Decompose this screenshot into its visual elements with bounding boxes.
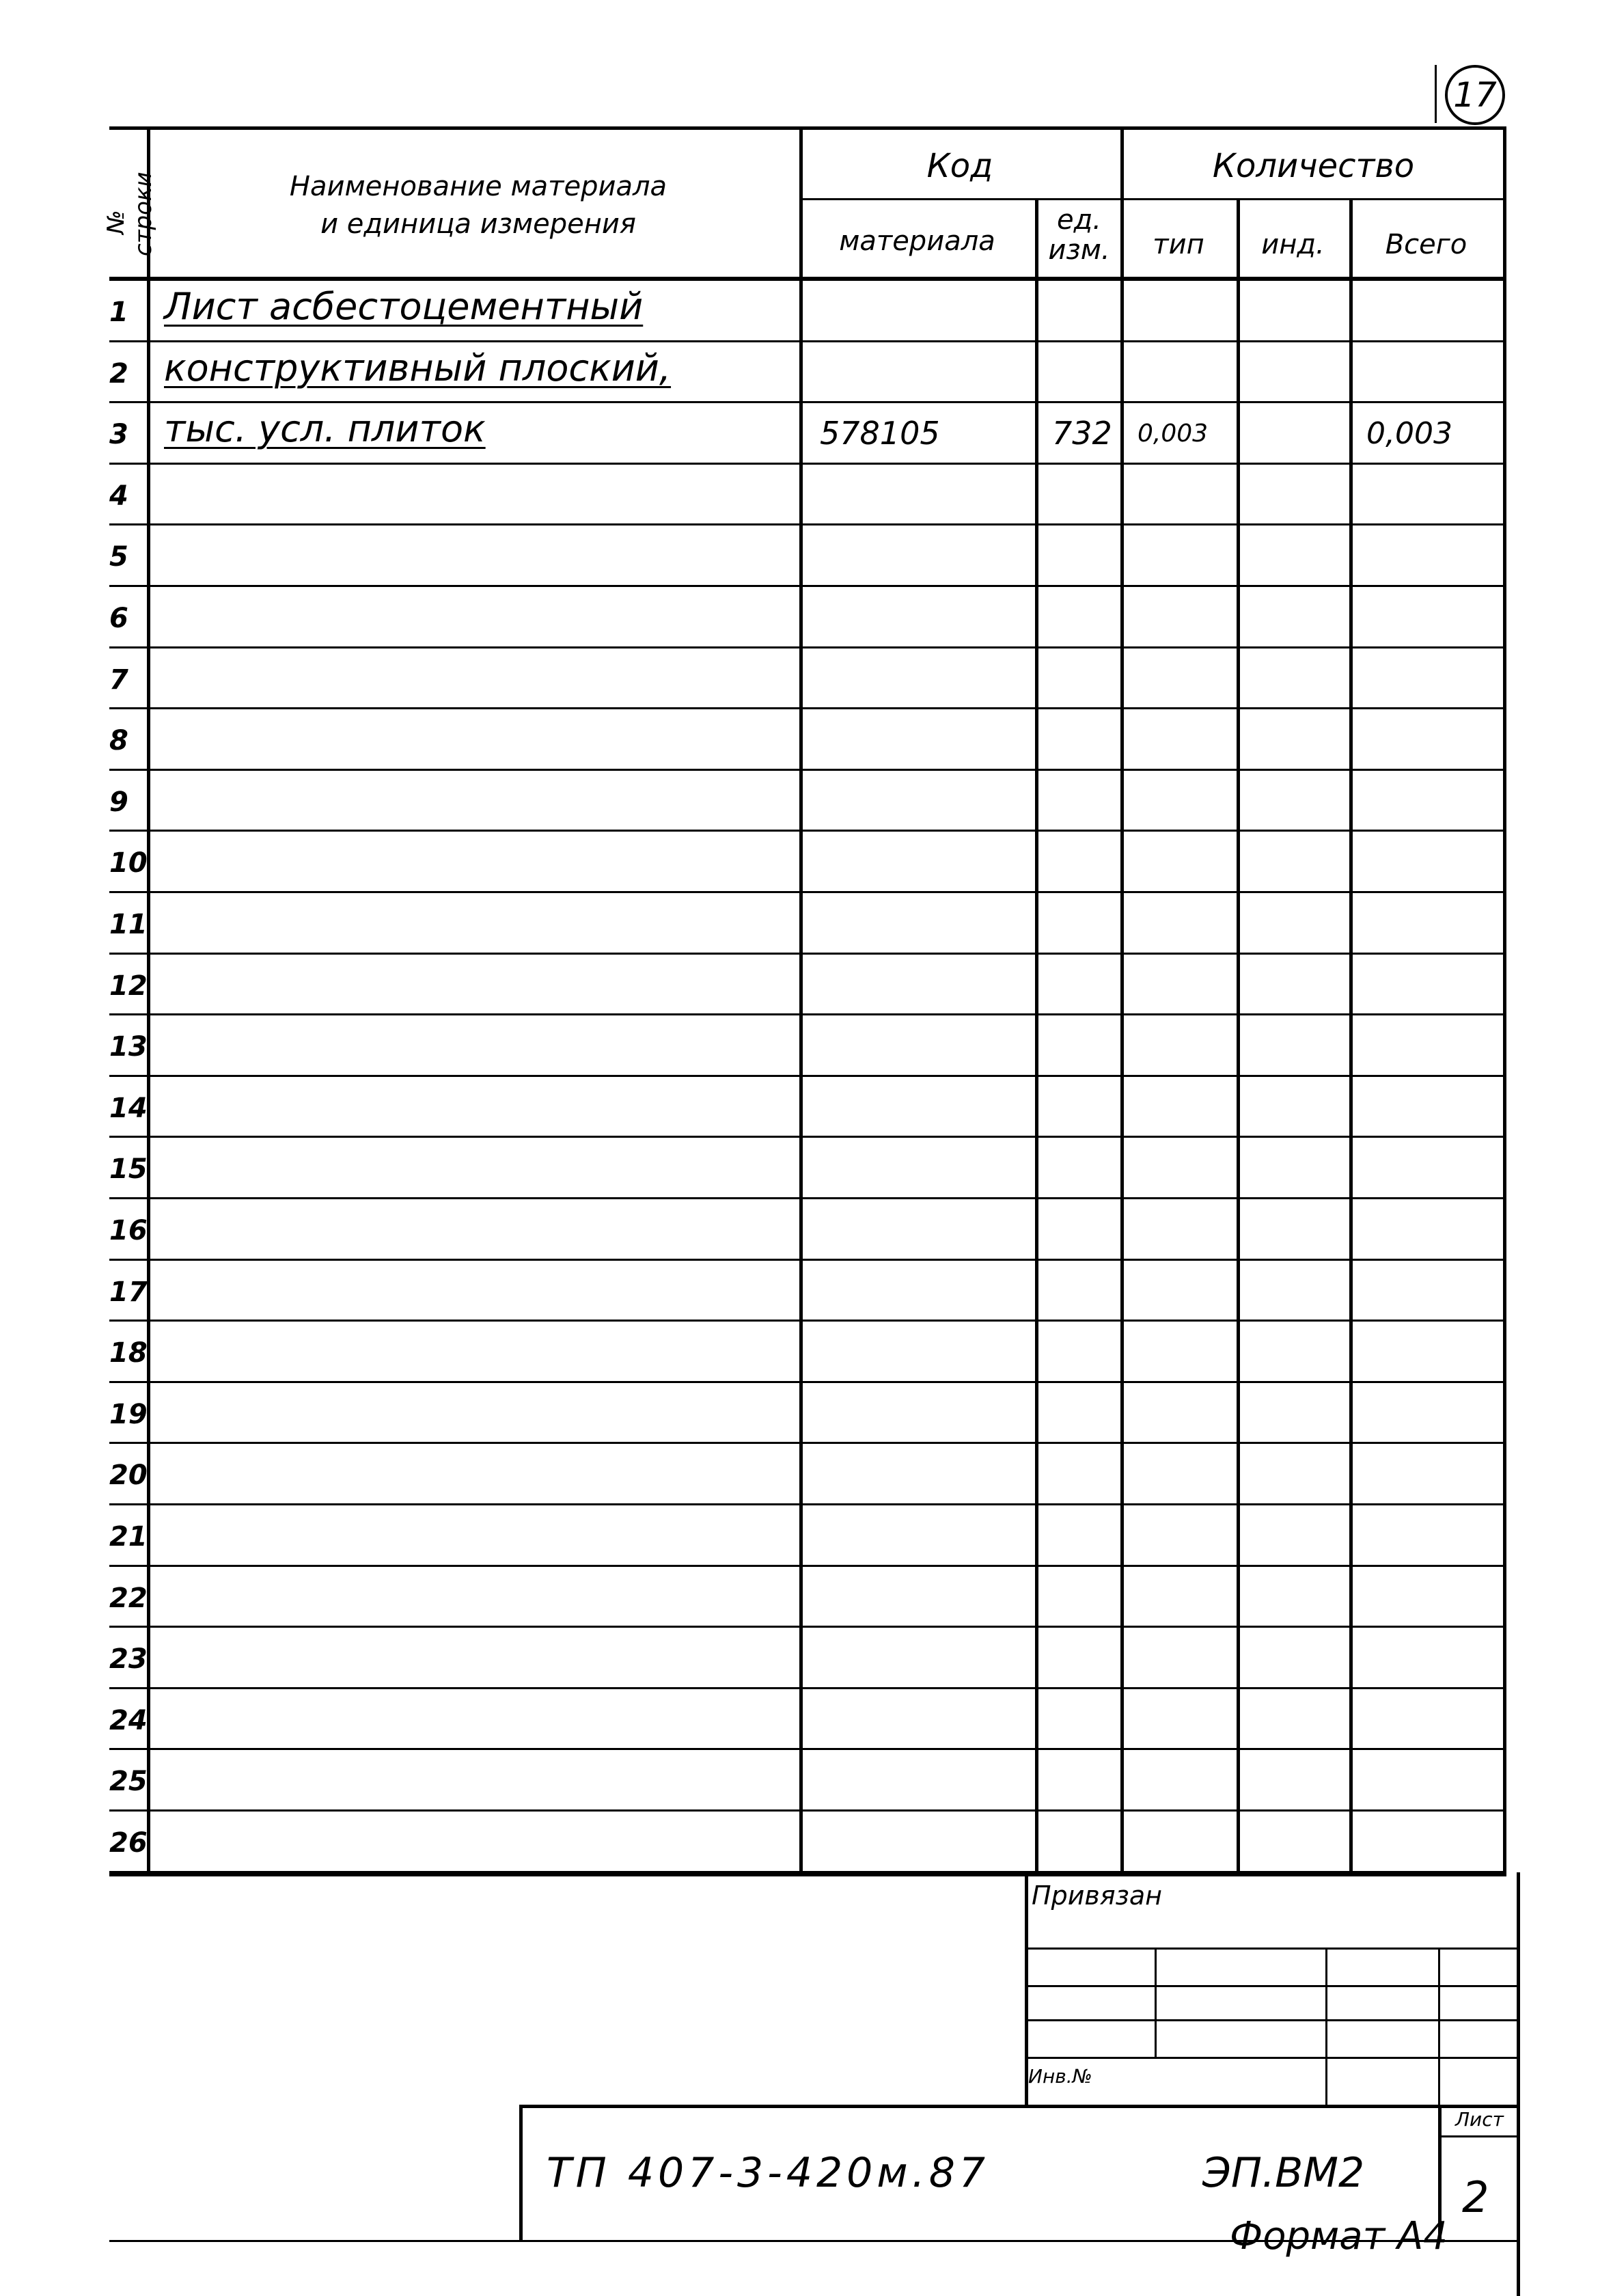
row-separator (109, 585, 1506, 587)
name-col-left-border (147, 126, 150, 1872)
code-sub-divider (1035, 198, 1038, 1872)
row-separator (109, 830, 1506, 832)
row-number: 12 (109, 970, 148, 1002)
qty-sub-divider-1 (1237, 198, 1240, 1872)
row-separator (109, 891, 1506, 893)
row-separator (109, 340, 1506, 342)
name-col-header-line2 (157, 208, 799, 240)
row-separator (109, 1809, 1506, 1812)
row-separator (109, 707, 1506, 709)
row-separator (109, 1259, 1506, 1261)
sheet-code: ЭП.ВМ2 (1202, 2149, 1365, 2197)
row-number: 1 (109, 297, 128, 328)
row-number: 7 (109, 664, 128, 696)
row-separator (109, 1381, 1506, 1383)
row-number: 10 (109, 847, 148, 879)
bound-box-right (1517, 1872, 1520, 2296)
material-name: тыс. усл. плиток (164, 407, 486, 451)
row-separator (109, 1442, 1506, 1444)
code-unit-header (1040, 205, 1118, 265)
row-number: 9 (109, 786, 128, 818)
row-number: 19 (109, 1398, 148, 1430)
row-number: 14 (109, 1092, 148, 1124)
row-number: 15 (109, 1153, 148, 1186)
row-separator (109, 1748, 1506, 1750)
row-number-header-text: № строки (102, 172, 157, 256)
bound-line-2 (1025, 1985, 1517, 1987)
row-number: 2 (109, 357, 128, 390)
row-separator (109, 1626, 1506, 1628)
qty-sub-divider-2 (1349, 198, 1353, 1872)
code-material-header-text: материала (839, 226, 995, 257)
row-separator (109, 953, 1506, 955)
row-number: 17 (109, 1276, 148, 1308)
inv-label: Инв.№ (1028, 2065, 1092, 2088)
page-number-circle (1445, 65, 1505, 125)
row-number: 4 (109, 480, 128, 512)
row-separator (109, 769, 1506, 771)
row-separator (109, 1565, 1506, 1567)
code-col-left-border (799, 126, 803, 1872)
page-number-divider (1435, 65, 1437, 123)
row-separator (109, 1197, 1506, 1199)
qty-type-header-text: тип (1153, 229, 1204, 260)
qty-total: 0,003 (1366, 416, 1452, 452)
row-number: 8 (109, 725, 128, 757)
table-right-border (1503, 126, 1506, 1872)
bound-col-1 (1155, 1948, 1157, 2057)
row-separator (109, 1687, 1506, 1689)
row-separator (109, 1136, 1506, 1138)
row-separator (109, 1320, 1506, 1322)
qty-type-header (1124, 229, 1233, 260)
row-number: 21 (109, 1521, 148, 1553)
row-number: 24 (109, 1704, 148, 1736)
material-code: 578105 (820, 415, 940, 452)
header-bottom-border (109, 277, 1506, 281)
bound-line-4 (1025, 2057, 1517, 2059)
qty-group-header (1124, 147, 1503, 185)
row-separator (109, 1075, 1506, 1077)
qty-total-header (1353, 229, 1500, 260)
name-col-header-text2: и единица измерения (320, 208, 636, 240)
bound-line-1 (1025, 1948, 1517, 1950)
sheet-label-divider (1438, 2135, 1517, 2137)
qty-col-left-border (1120, 126, 1124, 1872)
qty-ind-header (1240, 229, 1346, 260)
material-name: Лист асбестоцементный (164, 285, 644, 328)
code-group-header-text: Код (926, 147, 993, 185)
bound-col-3 (1438, 1948, 1440, 2105)
name-col-header-line1 (157, 171, 799, 202)
row-number: 18 (109, 1337, 148, 1369)
table-bottom-border (109, 1872, 1506, 1876)
sheet-number: 2 (1462, 2172, 1489, 2222)
row-number: 3 (109, 419, 128, 451)
bound-line-3 (1025, 2019, 1517, 2021)
row-number-header (102, 172, 157, 256)
bound-col-2 (1325, 1948, 1327, 2105)
row-number: 13 (109, 1031, 148, 1063)
row-number: 23 (109, 1643, 148, 1676)
qty-total-header-text: Всего (1385, 229, 1467, 260)
header-group-divider (799, 198, 1503, 200)
row-number: 26 (109, 1827, 148, 1859)
doc-code: ТП 407-3-420м.87 (547, 2149, 990, 2197)
table-top-border (109, 126, 1506, 130)
row-separator (109, 1013, 1506, 1015)
row-separator (109, 463, 1506, 465)
qty-ind-header-text: инд. (1261, 229, 1325, 260)
row-number: 22 (109, 1582, 148, 1614)
title-block-left (519, 2105, 523, 2241)
bound-label: Привязан (1032, 1881, 1162, 1911)
row-separator (109, 523, 1506, 525)
material-name: конструктивный плоский, (164, 346, 672, 390)
code-unit-header-text: ед. изм. (1048, 204, 1110, 266)
unit-code: 732 (1052, 415, 1112, 452)
qty-group-header-text: Количество (1212, 147, 1415, 185)
row-separator (109, 1503, 1506, 1505)
row-number: 20 (109, 1460, 148, 1492)
title-block-top (519, 2105, 1517, 2108)
code-group-header (803, 147, 1117, 185)
page-number: 17 (1453, 75, 1497, 115)
row-number: 11 (109, 909, 148, 940)
row-number: 5 (109, 541, 128, 573)
row-number: 6 (109, 603, 128, 634)
code-material-header (803, 226, 1032, 257)
sheet-label: Лист (1455, 2108, 1504, 2131)
qty-type: 0,003 (1138, 420, 1209, 448)
row-number: 25 (109, 1766, 148, 1798)
format-label: Формат А4 (1230, 2214, 1448, 2258)
row-separator (109, 646, 1506, 648)
row-number: 16 (109, 1215, 148, 1246)
name-col-header-text1: Наименование материала (289, 171, 667, 202)
row-separator (109, 401, 1506, 403)
